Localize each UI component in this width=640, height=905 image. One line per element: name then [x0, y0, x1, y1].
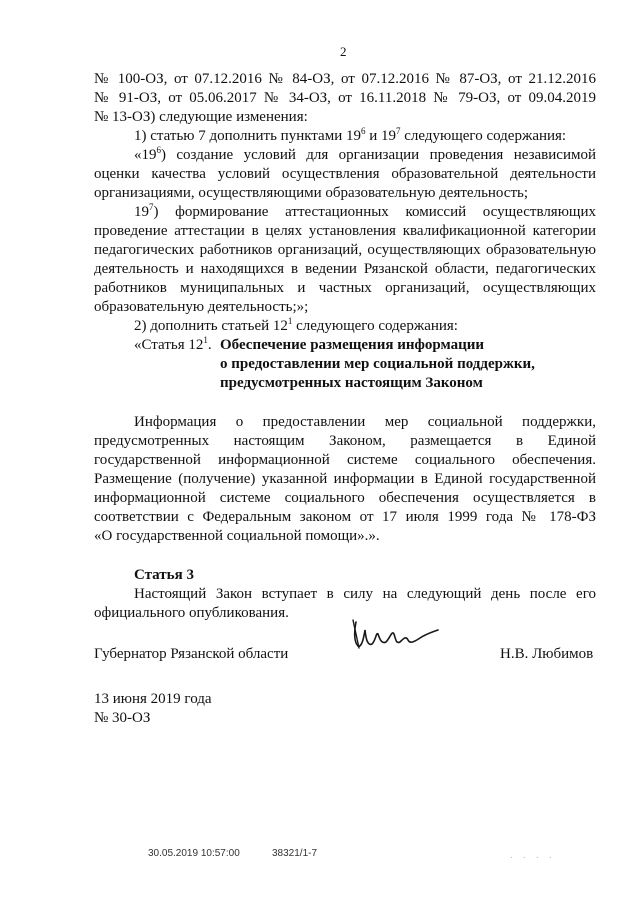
- point-19-7-line-2: проведение аттестации в целях установления квалификационной категории: [94, 223, 596, 239]
- law-number: № 30-ОЗ: [94, 710, 151, 726]
- footer-timestamp: 30.05.2019 10:57:00: [148, 848, 240, 859]
- article-12-1-body-5: информационной системе социального обеспечения осуществляется в: [94, 490, 596, 506]
- point-19-6-line-3: организациями, осуществляющими образовательную деятельность;: [94, 185, 529, 201]
- point-19-7-line-1: $19^7$) формирование аттестационных комиссий осуществляющих: [134, 202, 596, 220]
- article-12-1-title-2: о предоставлении мер социальной поддержки,: [220, 356, 535, 372]
- article-12-1-title-3: предусмотренных настоящим Законом: [220, 375, 483, 391]
- intro-line-2: № 91-ОЗ, от 05.06.2017 № 34-ОЗ, от 16.11.2018 № 79-ОЗ, от 09.04.2019: [94, 90, 596, 106]
- handwritten-signature: [350, 612, 440, 660]
- governor-name: Н.В. Любимов: [500, 646, 594, 662]
- article-12-1-body-2: предусмотренных настоящим Законом, размещается в Единой: [94, 433, 596, 449]
- signing-date: 13 июня 2019 года: [94, 691, 212, 707]
- footer-doc-id: 38321/1-7: [272, 848, 318, 859]
- article-3-line-2: официального опубликования.: [94, 605, 289, 621]
- point-19-7-line-5: работников муниципальных и частных организаций, осуществляющих: [94, 280, 596, 296]
- article-12-1-title-1: Обеспечение размещения информации: [220, 337, 485, 353]
- article-3-heading: Статья 3: [134, 567, 194, 583]
- point-19-7-line-6: образовательную деятельность;»;: [94, 299, 309, 315]
- item-1: 1) статью 7 дополнить пунктами $19^6$ и $19^7$ следующего содержания:: [134, 126, 567, 144]
- scan-speckles: . . . .: [510, 850, 556, 861]
- article-12-1-body-6: соответствии с Федеральным законом от 17 июля 1999 года № 178-ФЗ: [94, 509, 596, 525]
- article-12-1-body-7: «О государственной социальной помощи».».: [94, 528, 380, 544]
- article-3-line-1: Настоящий Закон вступает в силу на следующий день после его: [134, 586, 596, 602]
- governor-title: Губернатор Рязанской области: [94, 646, 289, 662]
- item-2: 2) дополнить статьей $12^1$ следующего содержания:: [134, 316, 458, 334]
- article-12-1-body-3: государственной информационной системе социального обеспечения.: [94, 452, 596, 468]
- page-number: 2: [340, 44, 347, 59]
- point-19-7-line-4: деятельность и находящихся в ведении Рязанской области, педагогических: [94, 261, 596, 277]
- article-12-1-body-4: Размещение (получение) указанной информации в Единой государственной: [94, 471, 596, 487]
- point-19-6-line-2: оценки качества условий осуществления образовательной деятельности: [94, 166, 596, 182]
- intro-line-3: № 13-ОЗ) следующие изменения:: [94, 109, 308, 125]
- intro-line-1: № 100-ОЗ, от 07.12.2016 № 84-ОЗ, от 07.12.2016 № 87-ОЗ, от 21.12.2016: [94, 71, 596, 87]
- article-12-1-label: «Статья $12^1$.: [134, 335, 212, 353]
- article-12-1-body-1: Информация о предоставлении мер социальной поддержки,: [134, 414, 596, 430]
- point-19-6-line-1: «$19^6$) создание условий для организации проведения независимой: [134, 145, 596, 163]
- point-19-7-line-3: педагогических работников организаций, осуществляющих образовательную: [94, 242, 596, 258]
